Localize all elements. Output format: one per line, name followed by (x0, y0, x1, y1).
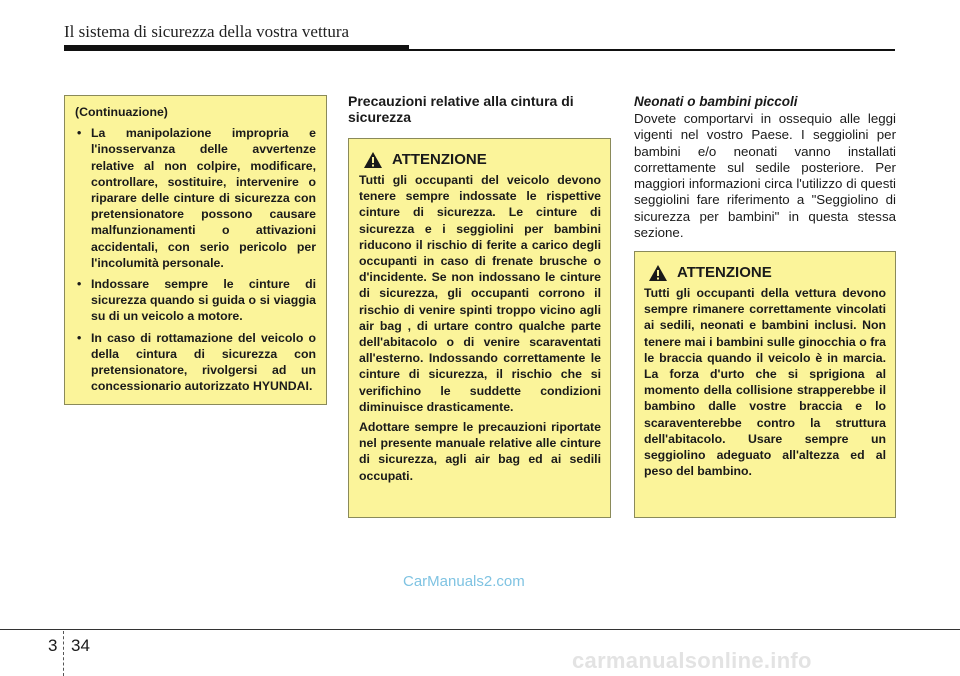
continuation-warning-box (64, 95, 327, 405)
chapter-number: 3 (48, 636, 58, 655)
warning-body (359, 172, 601, 484)
bullet-item: • In caso di rottamazione del veicolo o della cintura di sicurezza con pretensionatore, rivolgersi ad un concessionario autorizzato HYUNDAI. (75, 330, 316, 395)
warning-triangle-icon (363, 151, 383, 169)
page-number: 34 (71, 636, 90, 655)
warning-paragraph: Tutti gli occupanti del veicolo devono tenere sempre indossate le rispettive cinture di sicurezza. Le cinture di sicurezza e i seggiolini per bambini riducono il rischio di ferite a carico degli occupanti in caso di frenate brusche o d'incidente. Se non indossano le cinture di sicurezza, gli occupanti corrono il rischio di venire spinti troppo vicino agli air bag , di urtare contro qualche parte dell'abitacolo o di venire scaraventati all'esterno. Indossando correttamente le cinture di sicurezza, il rischio che si verifichino le suddette condizioni diminuisce drasticamente. (359, 173, 601, 414)
site-watermark: carmanualsonline.info (572, 648, 812, 673)
section-heading: Precauzioni relative alla cintura di sicurezza (348, 93, 574, 125)
warning-header (644, 264, 886, 282)
footer-rule (0, 629, 960, 630)
continuation-label: (Continuazione) (75, 105, 168, 119)
carmanuals-watermark[interactable]: CarManuals2.com (403, 573, 525, 590)
warning-header (359, 151, 601, 169)
bullet-item: • La manipolazione impropria e l'inosservanza delle avvertenze relative al non colpire, modificare, controllare, sostituire, intervenire o riparare delle cinture di sicurezza con pretensionatore possono causare malfunzionamenti o attivazioni accidentali, con serio pericolo per l'incolumità personale. (75, 125, 316, 271)
warning-paragraph: Adottare sempre le precauzioni riportate nel presente manuale relative alle cinture di sicurezza, agli air bag ed ai sedili occupati. (359, 420, 601, 483)
header-rule-thin (409, 49, 895, 51)
warning-triangle-icon (648, 264, 668, 282)
bullet-item: • Indossare sempre le cinture di sicurezza quando si guida o si viaggia su di un veicolo a motore. (75, 276, 316, 325)
warning-body (644, 285, 886, 479)
header-rule (64, 45, 409, 51)
seatbelt-warning-box (348, 138, 611, 518)
footer-divider (63, 631, 64, 676)
subsection-heading: Neonati o bambini piccoli (634, 94, 798, 109)
children-warning-box (634, 251, 896, 518)
body-paragraph: Dovete comportarvi in ossequio alle leggi vigenti nel vostro Paese. I seggiolini per bambini e/o neonati vanno installati correttamente sul sedile posteriore. Per maggiori informazioni circa l'utilizzo di questi seggiolini fare riferimento a "Seggiolino di sicurezza per bambini" in questa stessa sezione. (634, 111, 896, 241)
warning-title: ATTENZIONE (677, 263, 772, 281)
page-header-title: Il sistema di sicurezza della vostra vettura (64, 22, 350, 41)
warning-paragraph: Tutti gli occupanti della vettura devono sempre rimanere correttamente vincolati ai sedili, neonati e bambini inclusi. Non tenere mai i bambini sulle ginocchia o fra le braccia quando il veicolo è in marcia. La forza d'urto che si sprigiona al momento della collisione strapperebbe il bambino dalle vostre braccia e lo scaraventerebbe contro la struttura dell'abitacolo. Usare sempre un seggiolino adeguato all'altezza ed al peso del bambino. (644, 286, 886, 479)
warning-title: ATTENZIONE (392, 150, 487, 168)
warning-bullet-list (75, 125, 316, 394)
